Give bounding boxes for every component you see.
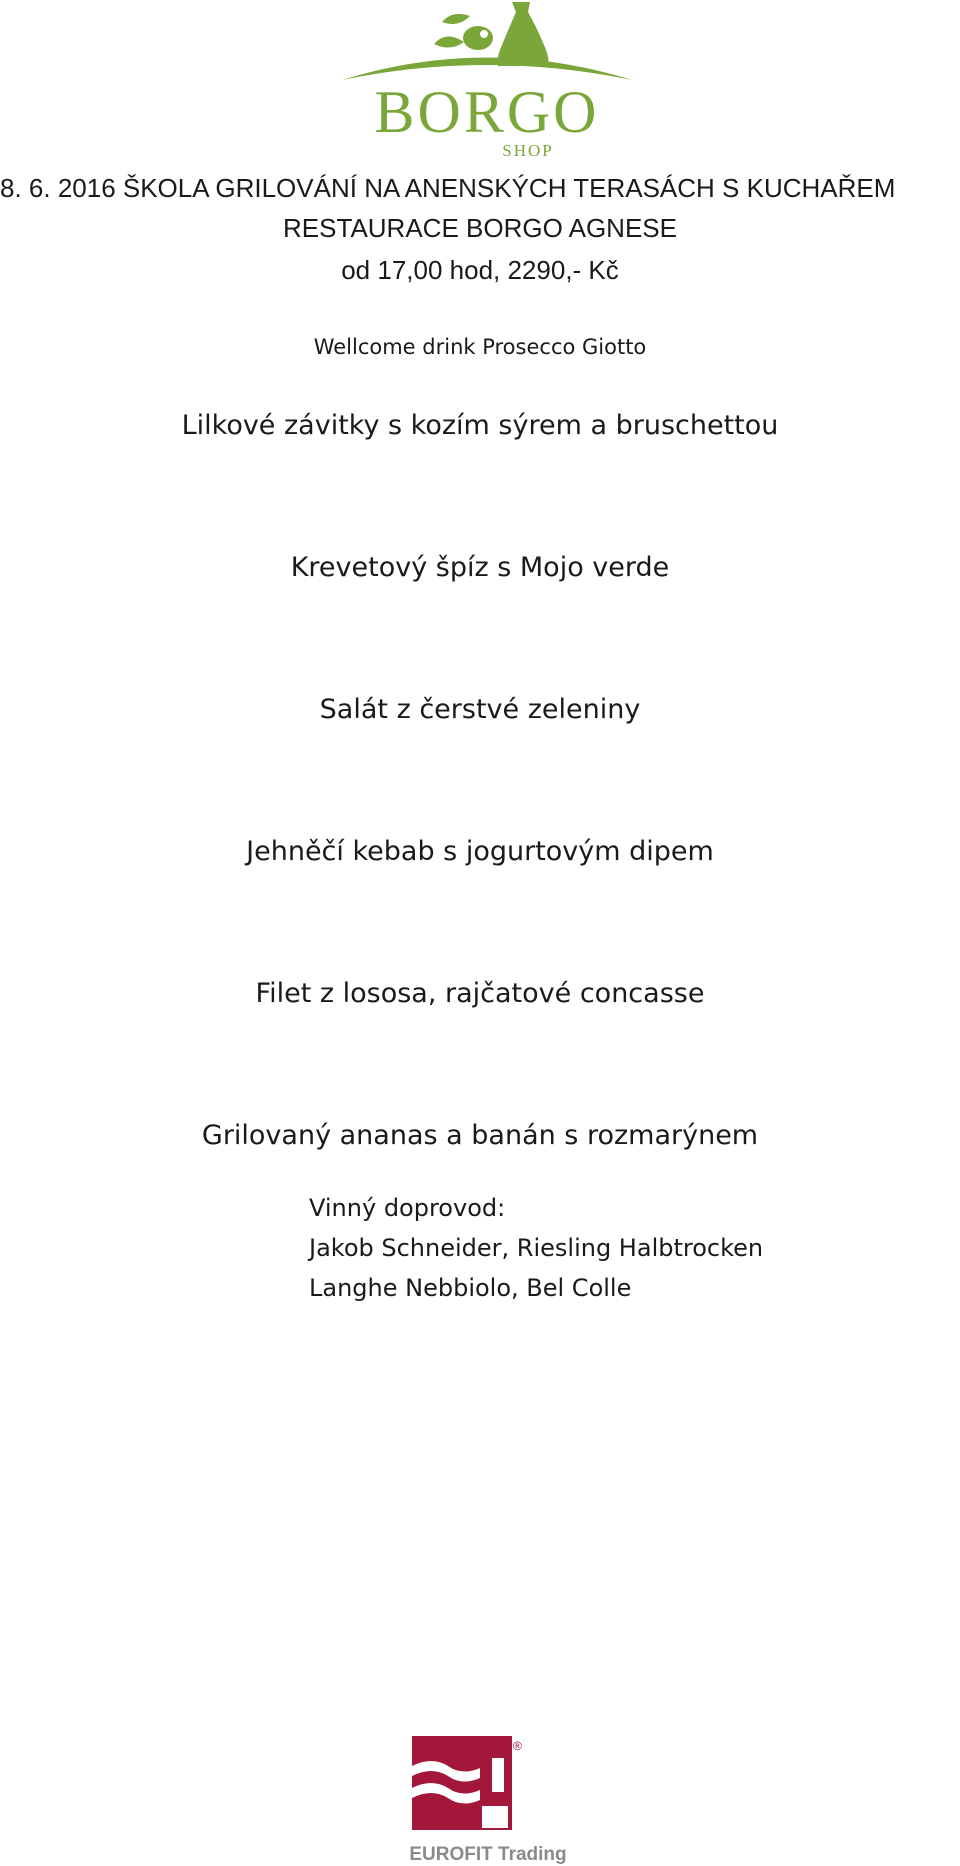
course-item: Krevetový špíz s Mojo verde [290, 552, 670, 583]
borgo-shop-logo [322, 0, 652, 160]
wine-item: Jakob Schneider, Riesling Halbtrocken [309, 1234, 764, 1262]
event-title-line: 8. 6. 2016 ŠKOLA GRILOVÁNÍ NA ANENSKÝCH TERASÁCH S KUCHAŘEM [0, 173, 896, 203]
course-item: Filet z lososa, rajčatové concasse [255, 978, 705, 1009]
welcome-drink: Wellcome drink Prosecco Giotto [313, 335, 647, 359]
registered-mark: ® [513, 1739, 522, 1753]
course-item: Salát z čerstvé zeleniny [319, 694, 641, 725]
wine-pairing-title: Vinný doprovod: [309, 1194, 506, 1222]
sponsor-name: EUROFIT Trading [409, 1844, 567, 1865]
eurofit-trading-logo [400, 1728, 600, 1866]
course-item: Lilkové závitky s kozím sýrem a bruschettou [181, 410, 779, 441]
wine-item: Langhe Nebbiolo, Bel Colle [309, 1274, 632, 1302]
logo-name: BORGO [374, 79, 600, 145]
event-venue-line: RESTAURACE BORGO AGNESE [283, 213, 677, 243]
course-item: Grilovaný ananas a banán s rozmarýnem [201, 1120, 759, 1151]
event-time-price-line: od 17,00 hod, 2290,- Kč [341, 255, 619, 285]
logo-sub: SHOP [502, 141, 554, 160]
course-item: Jehněčí kebab s jogurtovým dipem [246, 836, 714, 867]
